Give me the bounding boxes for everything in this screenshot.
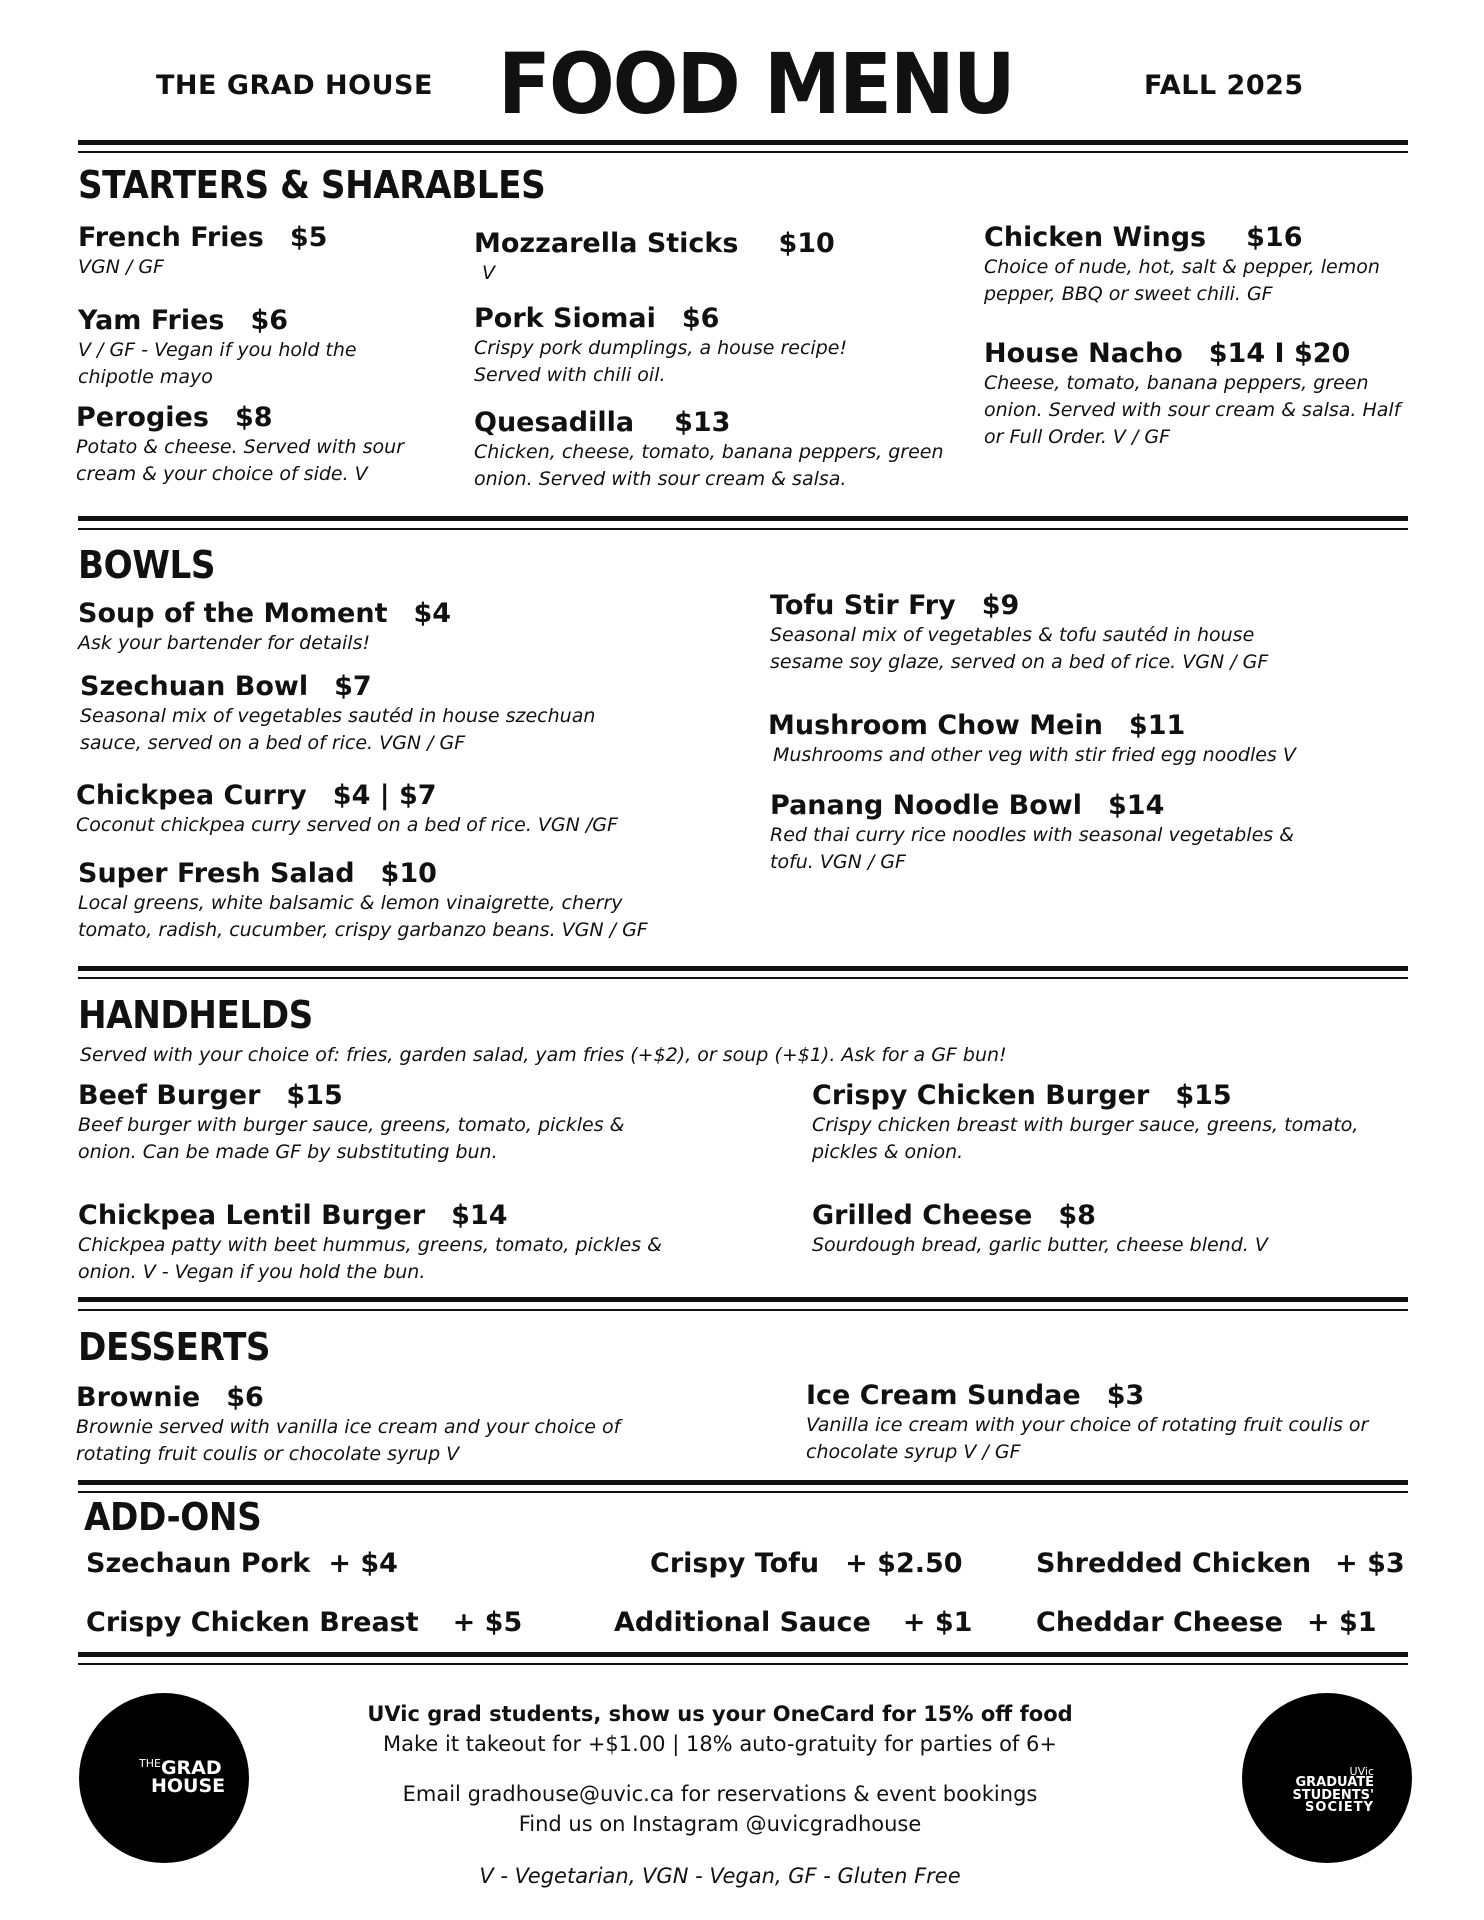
item-name: Tofu Stir Fry bbox=[770, 590, 956, 621]
addon-price: + $4 bbox=[328, 1548, 398, 1579]
addon-price: + $2.50 bbox=[845, 1548, 963, 1579]
item-description: Crispy chicken breast with burger sauce, greens, tomato, pickles & onion. bbox=[812, 1114, 1359, 1164]
handhelds-note: Served with your choice of: fries, garden salad, yam fries (+$2), or soup (+$1). Ask for a GF bun! bbox=[80, 1044, 1007, 1066]
menu-item bbox=[770, 590, 1330, 676]
item-price: $3 bbox=[1106, 1380, 1145, 1411]
item-description: Local greens, white balsamic & lemon vinaigrette, cherry tomato, radish, cucumber, crispy garbanzo beans. VGN / GF bbox=[78, 892, 648, 942]
item-price: $7 bbox=[334, 671, 372, 702]
item-name: House Nacho bbox=[984, 338, 1183, 369]
item-description: Cheese, tomato, banana peppers, green onion. Served with sour cream & salsa. Half or Full Order. V / GF bbox=[984, 372, 1401, 449]
divider bbox=[78, 1663, 1408, 1665]
item-name: Brownie bbox=[76, 1382, 201, 1413]
divider bbox=[78, 151, 1408, 153]
item-name: Chicken Wings bbox=[984, 222, 1207, 253]
item-description: Beef burger with burger sauce, greens, tomato, pickles & onion. Can be made GF by substituting bun. bbox=[78, 1114, 625, 1164]
item-price: $5 bbox=[289, 222, 328, 253]
item-name: French Fries bbox=[78, 222, 264, 253]
section-heading-addons: ADD-ONS bbox=[84, 1495, 262, 1539]
item-description: Ask your bartender for details! bbox=[78, 632, 371, 655]
menu-item bbox=[78, 858, 678, 944]
item-name: Panang Noodle Bowl bbox=[770, 790, 1082, 821]
grad-house-logo bbox=[79, 1693, 249, 1863]
addon-price: + $1 bbox=[902, 1607, 973, 1638]
menu-item bbox=[78, 305, 418, 391]
item-price: $6 bbox=[250, 305, 289, 336]
item-description: VGN / GF bbox=[78, 256, 165, 279]
logo-small-text: UVic bbox=[1349, 1765, 1374, 1778]
item-price: $4 bbox=[413, 598, 452, 629]
divider bbox=[78, 977, 1408, 979]
addon-item bbox=[1036, 1548, 1405, 1579]
section-heading-bowls: BOWLS bbox=[78, 543, 216, 587]
addon-name: Shredded Chicken bbox=[1036, 1548, 1312, 1579]
section-heading-desserts: DESSERTS bbox=[78, 1325, 271, 1369]
item-price: $10 bbox=[380, 858, 437, 889]
menu-item bbox=[474, 407, 944, 493]
item-name: Mushroom Chow Mein bbox=[768, 710, 1103, 741]
menu-item bbox=[80, 671, 640, 757]
item-description: Seasonal mix of vegetables sautéd in house szechuan sauce, served on a bed of rice. VGN / GF bbox=[80, 705, 596, 755]
addon-item bbox=[650, 1548, 963, 1579]
item-description: Seasonal mix of vegetables & tofu sautéd in house sesame soy glaze, served on a bed of rice. VGN / GF bbox=[770, 624, 1269, 674]
item-name: Grilled Cheese bbox=[812, 1200, 1033, 1231]
item-name: Szechuan Bowl bbox=[80, 671, 309, 702]
divider bbox=[78, 1491, 1408, 1493]
section-heading-handhelds: HANDHELDS bbox=[78, 993, 313, 1037]
promo-text: UVic grad students, show us your OneCard for 15% off food bbox=[367, 1702, 1073, 1726]
item-description: Coconut chickpea curry served on a bed of rice. VGN /GF bbox=[76, 814, 618, 837]
menu-item bbox=[78, 598, 638, 657]
menu-item bbox=[812, 1080, 1402, 1166]
item-description: Red thai curry rice noodles with seasonal vegetables & tofu. VGN / GF bbox=[770, 824, 1295, 874]
menu-item bbox=[76, 1382, 676, 1468]
logo-text: HOUSE bbox=[151, 1775, 226, 1798]
logo-text: GRAD bbox=[160, 1757, 222, 1779]
logo-text: STUDENTS' bbox=[1292, 1787, 1374, 1803]
item-price: $15 bbox=[1175, 1080, 1232, 1111]
item-price: $14 bbox=[1108, 790, 1165, 821]
addon-name: Additional Sauce bbox=[614, 1607, 871, 1638]
divider bbox=[78, 528, 1408, 530]
page-title: FOOD MENU bbox=[498, 35, 1014, 133]
item-description: Crispy pork dumplings, a house recipe! Served with chili oil. bbox=[474, 337, 848, 387]
item-name: Quesadilla bbox=[474, 407, 635, 438]
addon-item bbox=[1036, 1607, 1377, 1638]
item-name: Ice Cream Sundae bbox=[806, 1380, 1081, 1411]
item-price: $14 I $20 bbox=[1208, 338, 1351, 369]
email-text: Email gradhouse@uvic.ca for reservations & event bookings bbox=[402, 1782, 1038, 1806]
menu-item bbox=[474, 303, 894, 389]
addon-price: + $1 bbox=[1306, 1607, 1377, 1638]
menu-item bbox=[812, 1200, 1402, 1259]
item-price: $14 bbox=[451, 1200, 508, 1231]
item-price: $4 | $7 bbox=[332, 780, 437, 811]
item-price: $10 bbox=[778, 228, 835, 259]
addon-item bbox=[86, 1607, 522, 1638]
addon-item bbox=[86, 1548, 398, 1579]
item-price: $15 bbox=[286, 1080, 343, 1111]
dietary-legend: V - Vegetarian, VGN - Vegan, GF - Gluten Free bbox=[479, 1864, 961, 1888]
menu-item bbox=[984, 338, 1404, 451]
menu-item bbox=[474, 228, 914, 287]
item-description: Potato & cheese. Served with sour cream & your choice of side. V bbox=[76, 436, 405, 486]
item-description: Vanilla ice cream with your choice of rotating fruit coulis or chocolate syrup V / GF bbox=[806, 1414, 1369, 1464]
menu-item bbox=[984, 222, 1384, 308]
menu-item bbox=[76, 780, 676, 839]
item-description: V / GF - Vegan if you hold the chipotle mayo bbox=[78, 339, 357, 389]
menu-item bbox=[78, 1080, 648, 1166]
item-name: Beef Burger bbox=[78, 1080, 261, 1111]
item-description: Chicken, cheese, tomato, banana peppers, green onion. Served with sour cream & salsa. bbox=[474, 441, 944, 491]
addon-name: Szechaun Pork bbox=[86, 1548, 311, 1579]
item-price: $9 bbox=[981, 590, 1020, 621]
item-name: Perogies bbox=[76, 402, 209, 433]
instagram-text: Find us on Instagram @uvicgradhouse bbox=[518, 1812, 922, 1836]
section-heading-starters: STARTERS & SHARABLES bbox=[78, 163, 546, 207]
graduate-students-society-logo bbox=[1242, 1693, 1412, 1863]
addon-item bbox=[614, 1607, 972, 1638]
menu-item bbox=[78, 1200, 678, 1286]
addon-price: + $3 bbox=[1335, 1548, 1405, 1579]
addon-price: + $5 bbox=[452, 1607, 523, 1638]
item-price: $6 bbox=[681, 303, 720, 334]
item-name: Chickpea Curry bbox=[76, 780, 307, 811]
header-right: FALL 2025 bbox=[1144, 70, 1304, 101]
item-name: Mozzarella Sticks bbox=[474, 228, 739, 259]
item-description: Choice of nude, hot, salt & pepper, lemon pepper, BBQ or sweet chili. GF bbox=[984, 256, 1380, 306]
item-name: Crispy Chicken Burger bbox=[812, 1080, 1150, 1111]
menu-item bbox=[770, 790, 1330, 876]
item-price: $16 bbox=[1246, 222, 1303, 253]
logo-text: GRADUATE bbox=[1295, 1775, 1374, 1791]
divider bbox=[78, 140, 1408, 145]
item-description: Chickpea patty with beet hummus, greens, tomato, pickles & onion. V - Vegan if you hold the bun. bbox=[78, 1234, 662, 1284]
menu-item bbox=[78, 222, 438, 281]
menu-item bbox=[768, 710, 1368, 769]
item-price: $13 bbox=[674, 407, 731, 438]
divider bbox=[78, 1309, 1408, 1311]
divider bbox=[78, 1480, 1408, 1485]
divider bbox=[78, 516, 1408, 521]
addon-name: Crispy Chicken Breast bbox=[86, 1607, 419, 1638]
item-name: Super Fresh Salad bbox=[78, 858, 355, 889]
item-price: $8 bbox=[1058, 1200, 1096, 1231]
addon-name: Cheddar Cheese bbox=[1036, 1607, 1283, 1638]
item-price: $8 bbox=[234, 402, 273, 433]
item-name: Pork Siomai bbox=[474, 303, 656, 334]
divider bbox=[78, 966, 1408, 971]
divider bbox=[78, 1297, 1408, 1302]
item-price: $6 bbox=[226, 1382, 264, 1413]
logo-text: SOCIETY bbox=[1305, 1800, 1374, 1816]
item-description: Mushrooms and other veg with stir fried egg noodles V bbox=[773, 744, 1296, 767]
menu-item bbox=[76, 402, 446, 488]
divider bbox=[78, 1652, 1408, 1657]
item-price: $11 bbox=[1128, 710, 1186, 741]
addon-name: Crispy Tofu bbox=[650, 1548, 820, 1579]
item-description: Sourdough bread, garlic butter, cheese blend. V bbox=[812, 1234, 1268, 1257]
logo-small-text: THE bbox=[139, 1757, 161, 1770]
item-name: Yam Fries bbox=[78, 305, 225, 336]
item-name: Soup of the Moment bbox=[78, 598, 388, 629]
takeout-text: Make it takeout for +$1.00 | 18% auto-gratuity for parties of 6+ bbox=[383, 1732, 1057, 1756]
menu-item bbox=[806, 1380, 1406, 1466]
item-description: Brownie served with vanilla ice cream and your choice of rotating fruit coulis or chocolate syrup V bbox=[76, 1416, 621, 1466]
header-left: THE GRAD HOUSE bbox=[156, 70, 433, 101]
item-description: V bbox=[482, 262, 495, 285]
item-name: Chickpea Lentil Burger bbox=[78, 1200, 426, 1231]
